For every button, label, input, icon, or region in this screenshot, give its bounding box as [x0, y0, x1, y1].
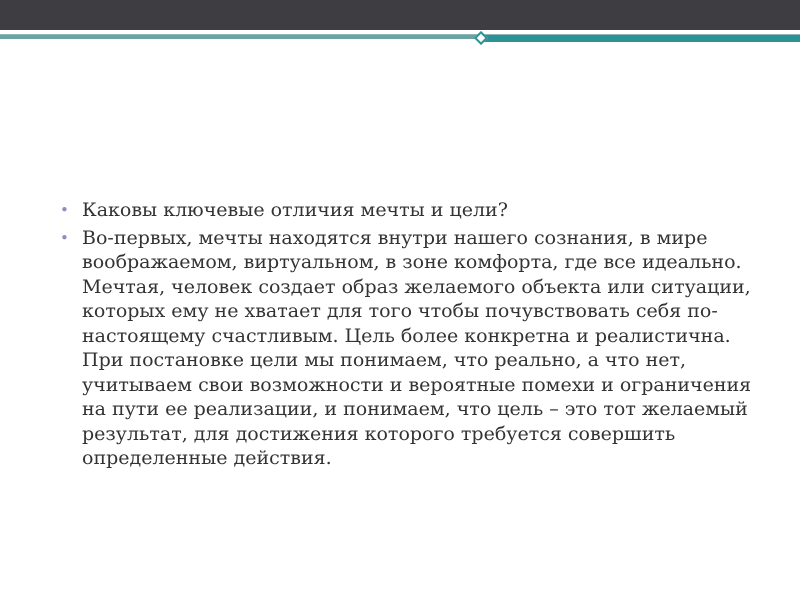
header-teal-stripe-right: [480, 35, 800, 42]
bullet-text: Каковы ключевые отличия мечты и цели?: [82, 199, 508, 221]
bullet-item-question: [58, 198, 758, 223]
bullet-icon: •: [60, 228, 69, 247]
bullet-item-answer: [58, 226, 758, 471]
bullet-icon: •: [60, 201, 69, 219]
bullet-text: Во-первых, мечты находятся внутри нашего сознания, в мире воображаемом, виртуальном, в зоне комфорта, где все идеально. Мечтая, человек создает образ желаемого объекта или ситуации, которых ему не хватает для того чтобы почувствовать себя по-настоящему счастливым. Цель более конкретна и реалистична. При постановке цели мы понимаем, что реально, а что нет, учитываем свои возможности и вероятные помехи и ограничения на пути ее реализации, и понимаем, что цель – это тот желаемый результат, для достижения которого требуется совершить определенные действия.: [82, 226, 752, 469]
header-band: [0, 0, 800, 30]
header-teal-stripe-left: [0, 35, 480, 39]
slide-body: [58, 198, 758, 474]
